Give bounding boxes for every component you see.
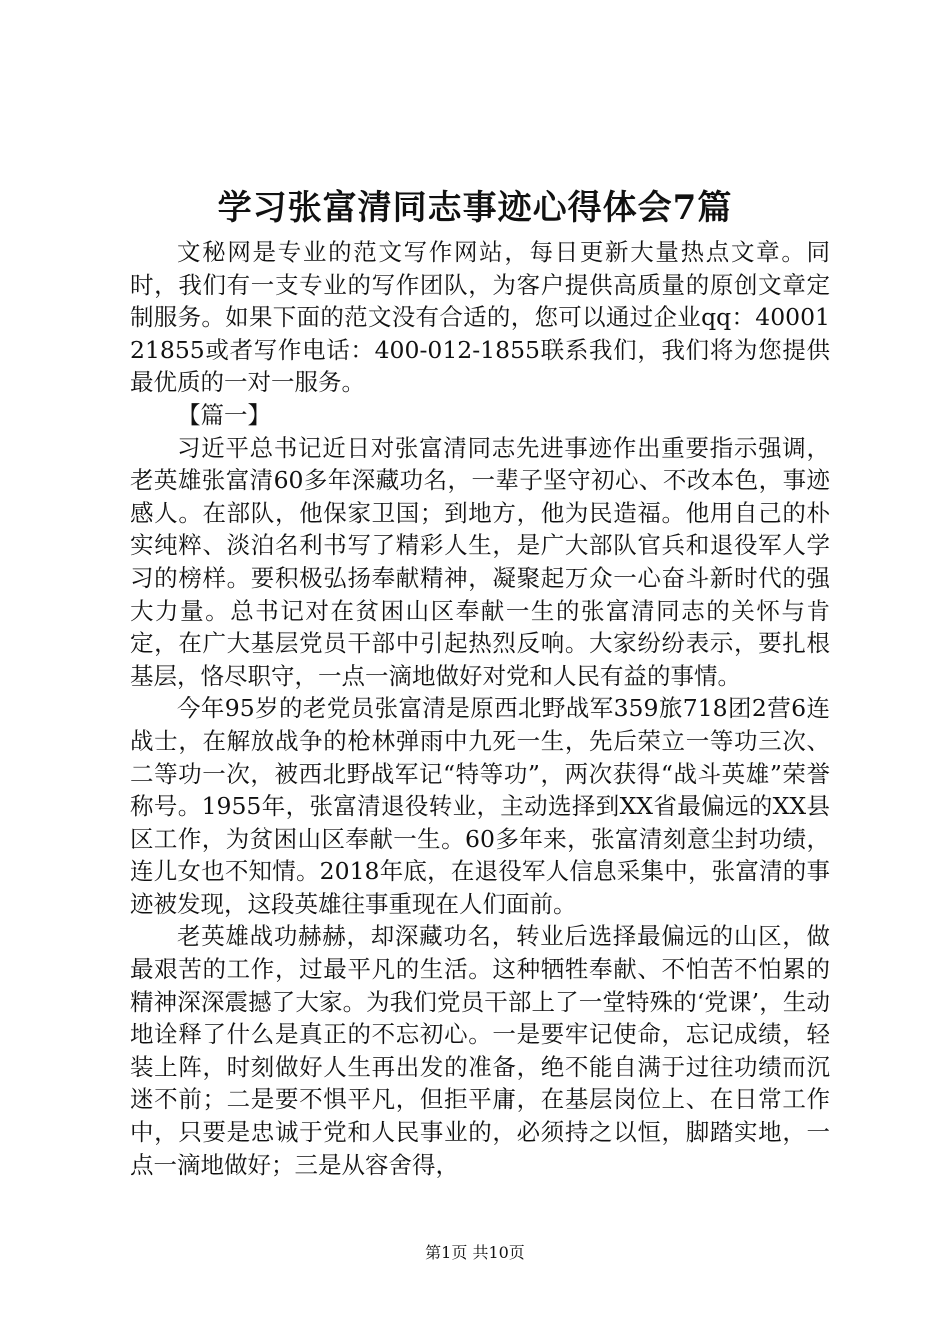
body-paragraph: 习近平总书记近日对张富清同志先进事迹作出重要指示强调，老英雄张富清60多年深藏功名，一辈子坚守初心、不改本色，事迹感人。在部队，他保家卫国；到地方，他为民造福。他用自己的朴实纯粹、淡泊名利书写了精彩人生，是广大部队官兵和退役军人学习的榜样。要积极弘扬奉献精神，凝聚起万众一心奋斗新时代的强大力量。总书记对在贫困山区奉献一生的张富清同志的关怀与肯定，在广大基层党员干部中引起热烈反响。大家纷纷表示，要扎根基层，恪尽职守，一点一滴地做好对党和人民有益的事情。 bbox=[130, 433, 830, 690]
document-title: 学习张富清同志事迹心得体会7篇 bbox=[217, 188, 733, 228]
body-paragraph: 今年95岁的老党员张富清是原西北野战军359旅718团2营6连战士，在解放战争的枪林弹雨中九死一生，先后荣立一等功三次、二等功一次，被西北野战军记“特等功”，两次获得“战斗英雄”荣誉称号。1955年，张富清退役转业，主动选择到XX省最偏远的XX县区工作，为贫困山区奉献一生。60多年来，张富清刻意尘封功绩，连儿女也不知情。2018年底，在退役军人信息采集中，张富清的事迹被发现，这段英雄往事重现在人们面前。 bbox=[130, 694, 830, 918]
document-body bbox=[130, 236, 830, 1181]
page-number-footer: 第1页 共10页 bbox=[425, 1243, 525, 1262]
intro-paragraph: 文秘网是专业的范文写作网站，每日更新大量热点文章。同时，我们有一支专业的写作团队，为客户提供高质量的原创文章定制服务。如果下面的范文没有合适的，您可以通过企业qq：4000121855或者写作电话：400-012-1855联系我们，我们将为您提供最优质的一对一服务。 bbox=[130, 238, 830, 397]
body-paragraph: 老英雄战功赫赫，却深藏功名，转业后选择最偏远的山区，做最艰苦的工作，过最平凡的生活。这种牺牲奉献、不怕苦不怕累的精神深深震撼了大家。为我们党员干部上了一堂特殊的‘党课’，生动地诠释了什么是真正的不忘初心。一是要牢记使命，忘记成绩，轻装上阵，时刻做好人生再出发的准备，绝不能自满于过往功绩而沉迷不前；二是要不惧平凡，但拒平庸，在基层岗位上、在日常工作中，只要是忠诚于党和人民事业的，必须持之以恒，脚踏实地，一点一滴地做好；三是从容舍得， bbox=[130, 922, 830, 1179]
section-heading: 【篇一】 bbox=[177, 400, 271, 429]
